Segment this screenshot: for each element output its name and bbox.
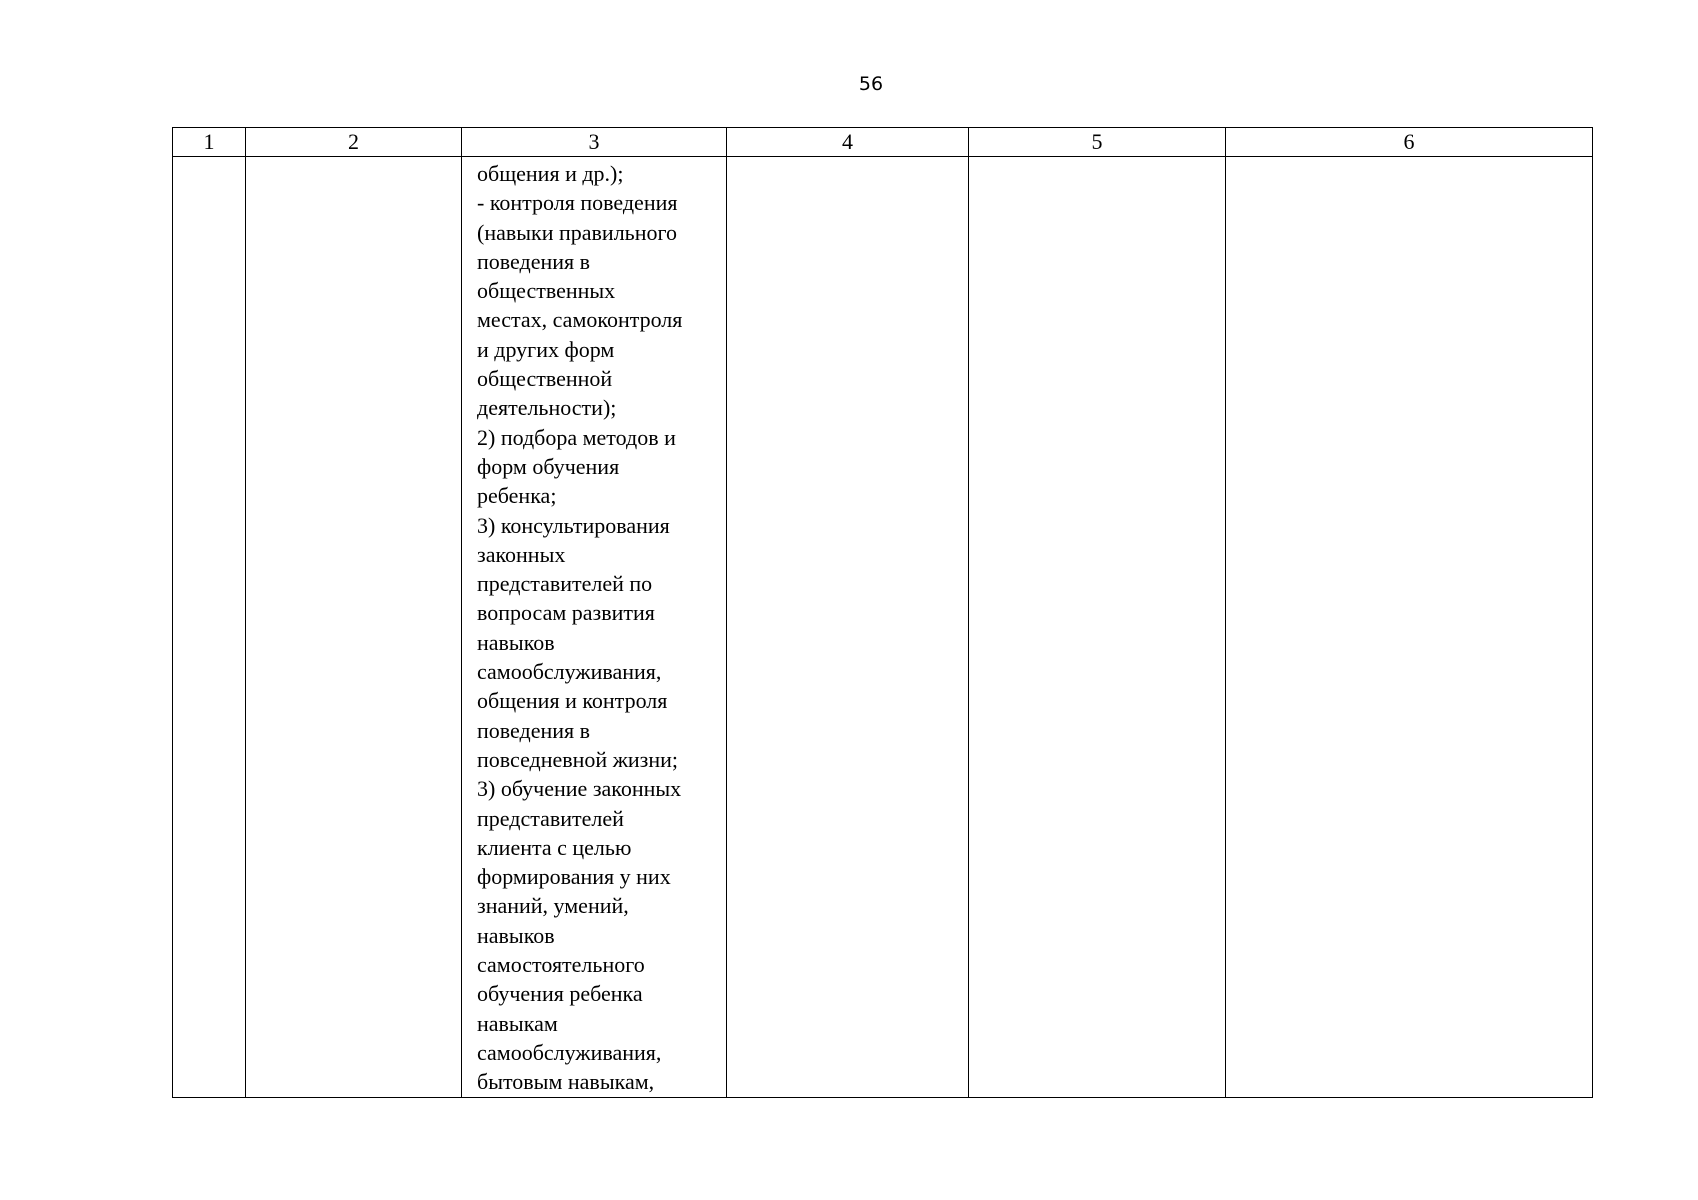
table-cell-col4 <box>727 157 969 1098</box>
table-row <box>173 157 1593 1098</box>
column-header-4: 4 <box>727 128 969 157</box>
page-number: 56 <box>858 73 884 95</box>
table-cell-col2 <box>246 157 462 1098</box>
column-header-2: 2 <box>246 128 462 157</box>
document-table <box>172 127 1593 1098</box>
table-cell-col1 <box>173 157 246 1098</box>
cell-text-col3: общения и др.); - контроля поведения (навыки правильного поведения в общественных местах, самоконтроля и других форм общественной деятельности); 2) подбора методов и форм обучения ребенка; 3) консультирования законных представителей по вопросам развития навыков самообслуживания, общения и контроля поведения в повседневной жизни; 3) обучение законных представителей клиента с целью формирования у них знаний, умений, навыков самостоятельного обучения ребенка навыкам самообслуживания, бытовым навыкам, <box>477 161 683 1095</box>
table-cell-col3 <box>462 157 727 1098</box>
column-header-1: 1 <box>173 128 246 157</box>
table-cell-col5 <box>969 157 1226 1098</box>
column-header-6: 6 <box>1226 128 1593 157</box>
table-cell-col6 <box>1226 157 1593 1098</box>
column-header-3: 3 <box>462 128 727 157</box>
column-header-5: 5 <box>969 128 1226 157</box>
table-header-row <box>173 128 1593 157</box>
